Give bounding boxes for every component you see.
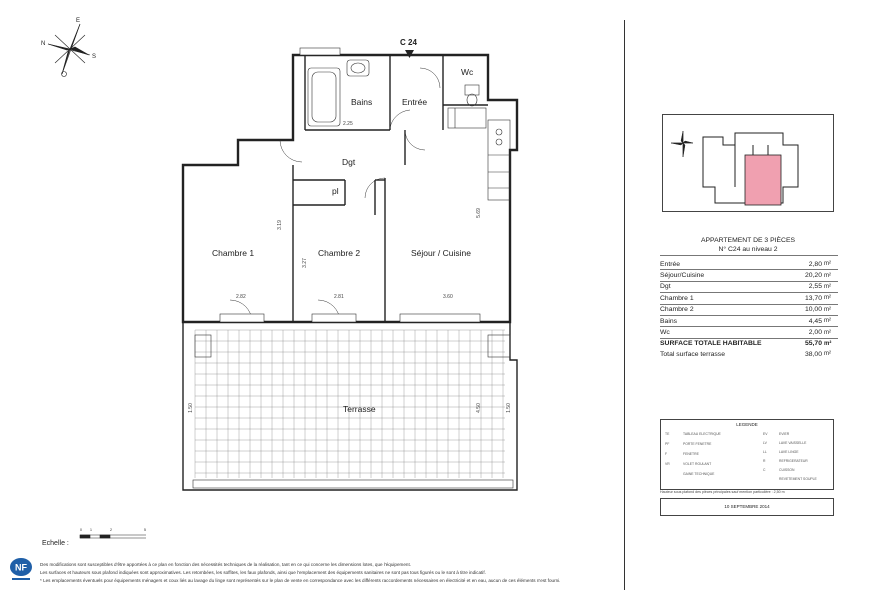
apartment-title	[664, 236, 832, 254]
room-sejour-label: Séjour / Cuisine	[411, 248, 472, 258]
legend-item: REVETEMENT SOUPLE	[779, 477, 817, 481]
apartment-subtitle-line: N° C24 au niveau 2	[718, 246, 778, 253]
legal-notice-line: Les surfaces et hauteurs sous plafond indiquées sont approximatives. Les retombées, les soffites, les faux plafonds, ainsi que l'emplacement des équipements sanitaires ne sont pas tous figurés ou le sont à titre indicatif.	[40, 570, 486, 575]
row-name: Total surface terrasse	[660, 350, 725, 358]
row-unit: m²	[824, 259, 838, 270]
surface-table	[660, 259, 838, 360]
dimension-label: 5.69	[475, 208, 482, 218]
row-unit: m²	[824, 340, 832, 347]
dimension-label: 3.27	[301, 258, 308, 268]
table-row	[660, 315, 838, 326]
plan-date: 10 SEPTEMBRE 2014	[660, 498, 834, 516]
dimension-label: 1.50	[187, 403, 194, 413]
dimension-label: 4.50	[475, 403, 482, 413]
table-row	[660, 259, 838, 270]
row-value: 20,20	[798, 270, 824, 281]
room-chambre1-label: Chambre 1	[212, 248, 255, 258]
legend-item: EVIER	[779, 432, 790, 436]
legend-item: FENETRE	[683, 452, 699, 456]
legend-item: CUISSON	[779, 468, 795, 472]
dimension-label: 3.19	[276, 220, 283, 230]
legend-code: VR	[665, 462, 670, 466]
table-rule	[660, 255, 838, 256]
row-value: 2,80	[798, 259, 824, 270]
table-row	[660, 281, 838, 292]
room-pl-label: pl	[332, 186, 339, 196]
row-value: 2,00	[798, 327, 824, 338]
legend-box	[660, 419, 834, 490]
legend-item: LAVE VAISSELLE	[779, 441, 807, 445]
room-bains-label: Bains	[351, 97, 373, 107]
row-unit: m²	[824, 293, 838, 304]
legend-item: GAINE TECHNIQUE	[683, 472, 715, 476]
row-unit: m²	[824, 281, 838, 292]
scale-tick: 5	[144, 528, 146, 532]
legend-code: C	[763, 468, 766, 472]
sheet-divider	[624, 20, 625, 590]
dimension-label: 1.50	[505, 403, 512, 413]
room-dgt-label: Dgt	[342, 157, 356, 167]
row-name: Bains	[660, 315, 798, 326]
row-value: 13,70	[798, 293, 824, 304]
scale-tick: 0	[80, 528, 82, 532]
legend-code: LV	[763, 441, 767, 445]
room-terrasse-label: Terrasse	[343, 404, 376, 414]
row-value: 4,45	[798, 315, 824, 326]
room-wc-label: Wc	[461, 67, 474, 77]
lot-number: C 24	[400, 38, 417, 47]
row-name: Chambre 2	[660, 304, 798, 315]
room-chambre2-label: Chambre 2	[318, 248, 361, 258]
row-unit: m²	[824, 315, 838, 326]
legend-item: VOLET ROULANT	[683, 462, 712, 466]
scale-tick: 1	[90, 528, 92, 532]
row-unit: m²	[824, 327, 838, 338]
legal-notice-line: Des modifications sont susceptibles d'être apportées à ce plan en fonction des nécessités techniques de la réalisation, tant en ce qui concerne les dimensions lotes, que l'équipement.	[40, 562, 412, 567]
compass-icon	[48, 24, 90, 77]
row-unit: m²	[824, 270, 838, 281]
row-value: 2,55	[798, 281, 824, 292]
table-row	[660, 327, 838, 338]
legend-item: PORTE FENETRE	[683, 442, 712, 446]
nf-logo-icon	[9, 557, 33, 587]
row-value: 10,00	[798, 304, 824, 315]
ceiling-height-note: Hauteur sous plafond des pièces principales sauf mention particulière : 2,50 m	[660, 490, 785, 494]
scale-bar	[80, 535, 146, 538]
table-row	[660, 270, 838, 281]
legal-notice-line: * Les emplacements éventuels pour équipements ménagers et coux liés au lavage du linge sont représentés sur le plan de vente en correspondance avec les différents raccordements nécessaires en électricité et en eau, aucun de ces éléments n'est fourni.	[40, 578, 561, 583]
table-row	[660, 304, 838, 315]
svg-text:E: E	[76, 18, 81, 24]
table-row	[660, 293, 838, 304]
apartment-title-line: APPARTEMENT DE 3 PIÈCES	[700, 237, 796, 244]
dimension-label: 2.81	[334, 294, 344, 300]
row-name: Entrée	[660, 259, 798, 270]
row-unit: m²	[824, 351, 831, 358]
legend-code: PF	[665, 442, 670, 446]
dimension-label: 3.60	[443, 294, 453, 300]
table-row-terrace	[660, 349, 838, 359]
location-key-plan	[662, 114, 834, 212]
legend-title: LEGENDE	[736, 422, 758, 427]
row-name: Séjour/Cuisine	[660, 270, 798, 281]
legend-code: EV	[763, 432, 768, 436]
legend-item: TABLEAU ELECTRIQUE	[683, 432, 721, 436]
row-name: SURFACE TOTALE HABITABLE	[660, 340, 762, 348]
legend-item: REFRIGERATEUR	[779, 459, 808, 463]
highlighted-apartment	[745, 155, 781, 205]
svg-text:N: N	[41, 41, 46, 47]
legend-code: TE	[665, 432, 670, 436]
room-entree-label: Entrée	[402, 97, 428, 107]
dimension-label: 2.25	[343, 121, 353, 127]
scale-label: Echelle :	[42, 540, 69, 547]
table-row-total	[660, 338, 838, 349]
row-name: Dgt	[660, 281, 798, 292]
key-plan-drawing	[663, 115, 833, 211]
svg-text:NF: NF	[15, 562, 27, 573]
row-unit: m²	[824, 304, 838, 315]
svg-text:S: S	[92, 54, 97, 60]
dimension-label: 2.82	[236, 294, 246, 300]
legend-item: LAVE LINGE	[779, 450, 799, 454]
legend-code: LL	[763, 450, 767, 454]
legend-code: R	[763, 459, 766, 463]
row-name: Wc	[660, 327, 798, 338]
row-value: 55,70	[804, 340, 822, 348]
row-value: 38,00	[804, 350, 822, 358]
row-name: Chambre 1	[660, 293, 798, 304]
scale-tick: 2	[110, 528, 112, 532]
legend-code: F	[665, 452, 668, 456]
